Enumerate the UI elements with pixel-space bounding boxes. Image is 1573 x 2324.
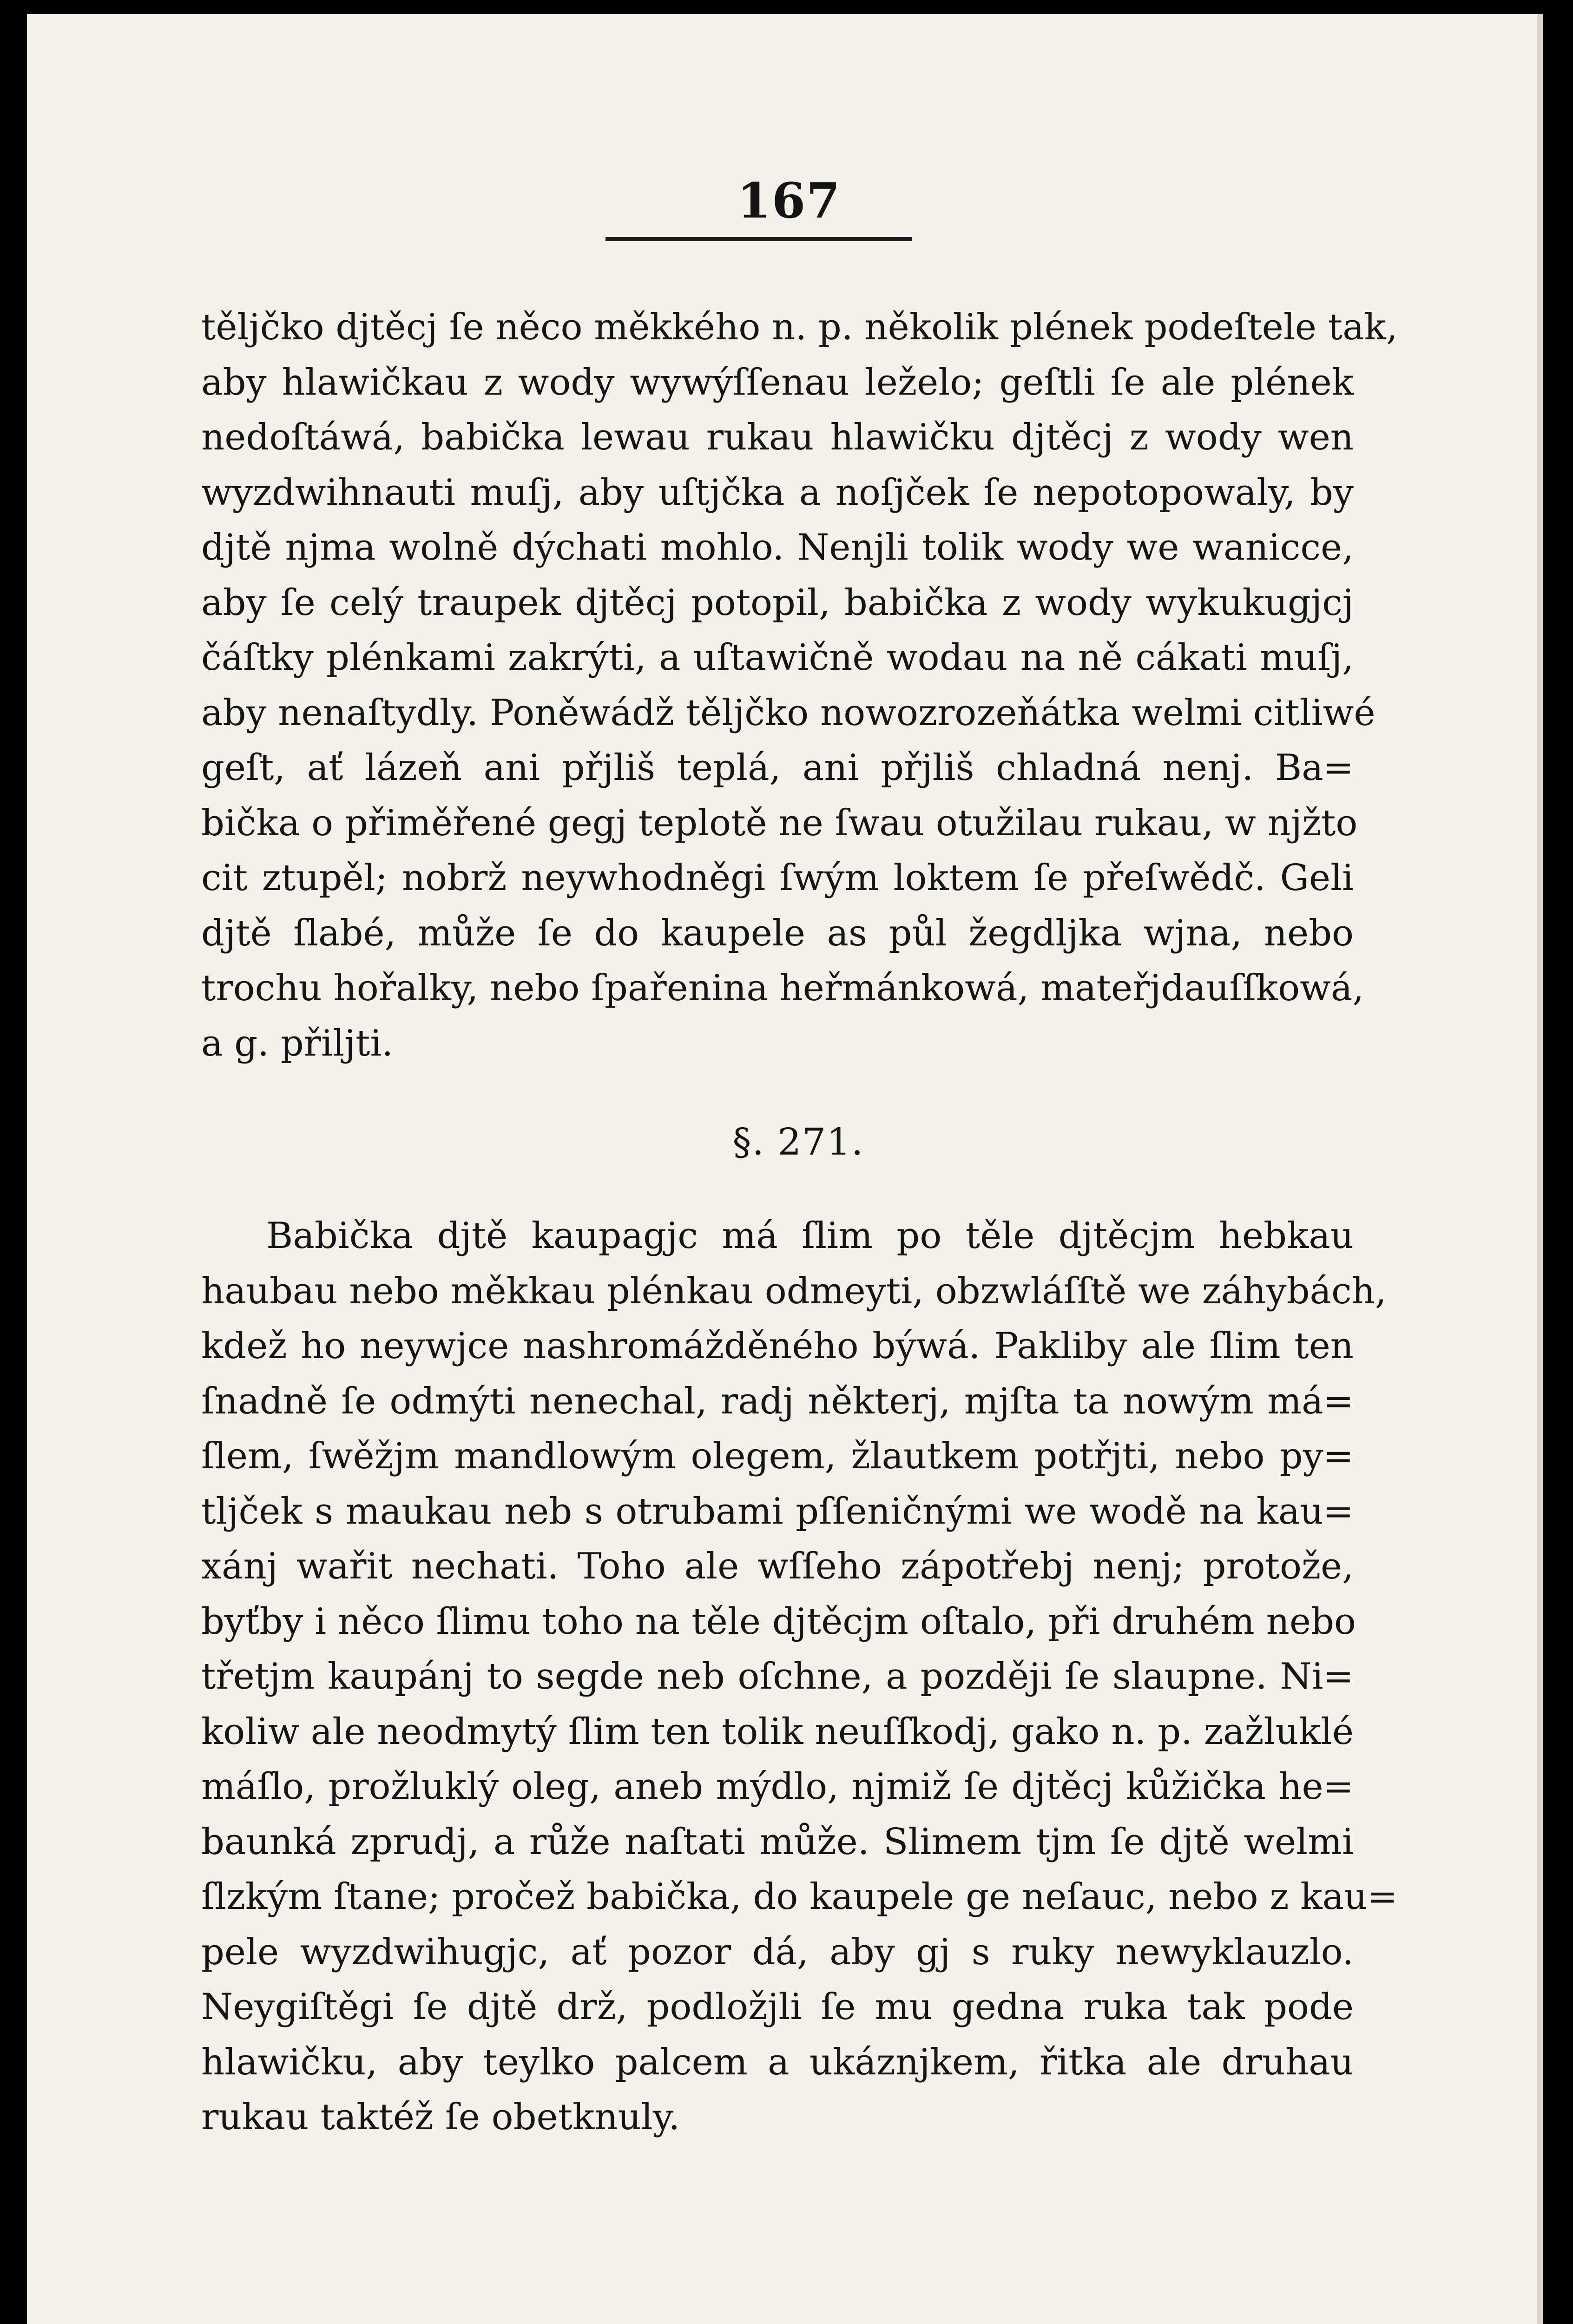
text-line: aby nenaſtydly. Poněwádž těljčko nowozrozeňátka welmi citliwé — [201, 692, 1376, 734]
text-line: kdež ho neywjce nashromážděného býwá. Pakliby ale ſlim ten — [201, 1325, 1354, 1367]
text-line: ſlzkým ſtane; pročež babička, do kaupele ge neſauc, nebo z kau= — [201, 1876, 1398, 1918]
text-line: rukau taktéž ſe obetknuly. — [201, 2096, 680, 2138]
book-page — [27, 14, 1543, 2324]
text-line: bička o přiměřené gegj teplotě ne ſwau otužilau rukau, w njžto — [201, 802, 1358, 844]
section-heading: §. 271. — [732, 1120, 864, 1163]
text-line: aby hlawičkau z wody wywýſſenau leželo; geſtli ſe ale plének — [201, 361, 1354, 403]
text-line: byťby i něco ſlimu toho na těle djtěcjm oſtalo, při druhém nebo — [201, 1600, 1356, 1643]
text-line: pele wyzdwihugjc, ať pozor dá, aby gj s ruky newyklauzlo. — [201, 1931, 1354, 1973]
text-line: wyzdwihnauti muſj, aby uſtjčka a noſjček ſe nepotopowaly, by — [201, 471, 1354, 514]
paragraph-1 — [201, 300, 1398, 1071]
text-line: hlawičku, aby teylko palcem a ukáznjkem, řitka ale druhau — [201, 2041, 1354, 2083]
page-number: 167 — [737, 172, 841, 229]
text-line: geſt, ať lázeň ani přjliš teplá, ani přjliš chladná nenj. Ba= — [201, 747, 1354, 789]
text-line: aby ſe celý traupek djtěcj potopil, babička z wody wykukugjcj — [201, 581, 1354, 624]
text-line: xánj wařit nechati. Toho ale wſſeho zápotřebj nenj; protože, — [201, 1545, 1354, 1587]
text-line: tljček s maukau neb s otrubami pſſeničnými we wodě na kau= — [201, 1490, 1354, 1532]
header-rule — [606, 237, 912, 241]
text-line: djtě njma wolně dýchati mohlo. Nenjli tolik wody we wanicce, — [201, 527, 1354, 568]
text-line: třetjm kaupánj to segde neb oſchne, a později ſe slaupne. Ni= — [201, 1656, 1354, 1697]
paragraph-2 — [201, 1208, 1398, 2145]
text-line: ſlem, ſwěžjm mandlowým olegem, žlautkem potřjti, nebo py= — [201, 1435, 1354, 1477]
text-line: haubau nebo měkkau plénkau odmeyti, obzwláſſtě we záhybách, — [201, 1270, 1387, 1312]
text-line: a g. přiljti. — [201, 1022, 394, 1064]
text-line: Babička djtě kaupagjc má ſlim po těle djtěcjm hebkau — [266, 1215, 1354, 1257]
text-line: cit ztupěl; nobrž neywhodněgi ſwým loktem ſe přeſwědč. Geli — [201, 857, 1354, 899]
text-line: koliw ale neodmytý ſlim ten tolik neuſſkodj, gako n. p. zažluklé — [201, 1710, 1354, 1753]
text-line: djtě ſlabé, může ſe do kaupele as půl žegdljka wjna, nebo — [201, 912, 1354, 954]
text-line: nedoſtáwá, babička lewau rukau hlawičku djtěcj z wody wen — [201, 416, 1354, 458]
text-line: Neygiſtěgi ſe djtě drž, podložjli ſe mu gedna ruka tak pode — [201, 1986, 1354, 2028]
text-line: čáſtky plénkami zakrýti, a uſtawičně wodau na ně cákati muſj, — [201, 637, 1354, 679]
text-line: máſlo, prožluklý oleg, aneb mýdlo, njmiž ſe djtěcj kůžička he= — [201, 1766, 1354, 1808]
text-line: těljčko djtěcj ſe něco měkkého n. p. několik plének podeſtele tak, — [201, 306, 1398, 348]
text-line: baunká zprudj, a růže naſtati může. Slimem tjm ſe djtě welmi — [201, 1821, 1354, 1863]
text-line: ſnadně ſe odmýti nenechal, radj některj, mjſta ta nowým má= — [201, 1380, 1354, 1422]
text-line: trochu hořalky, nebo ſpařenina heřmánkowá, mateřjdauſſkowá, — [201, 967, 1364, 1009]
